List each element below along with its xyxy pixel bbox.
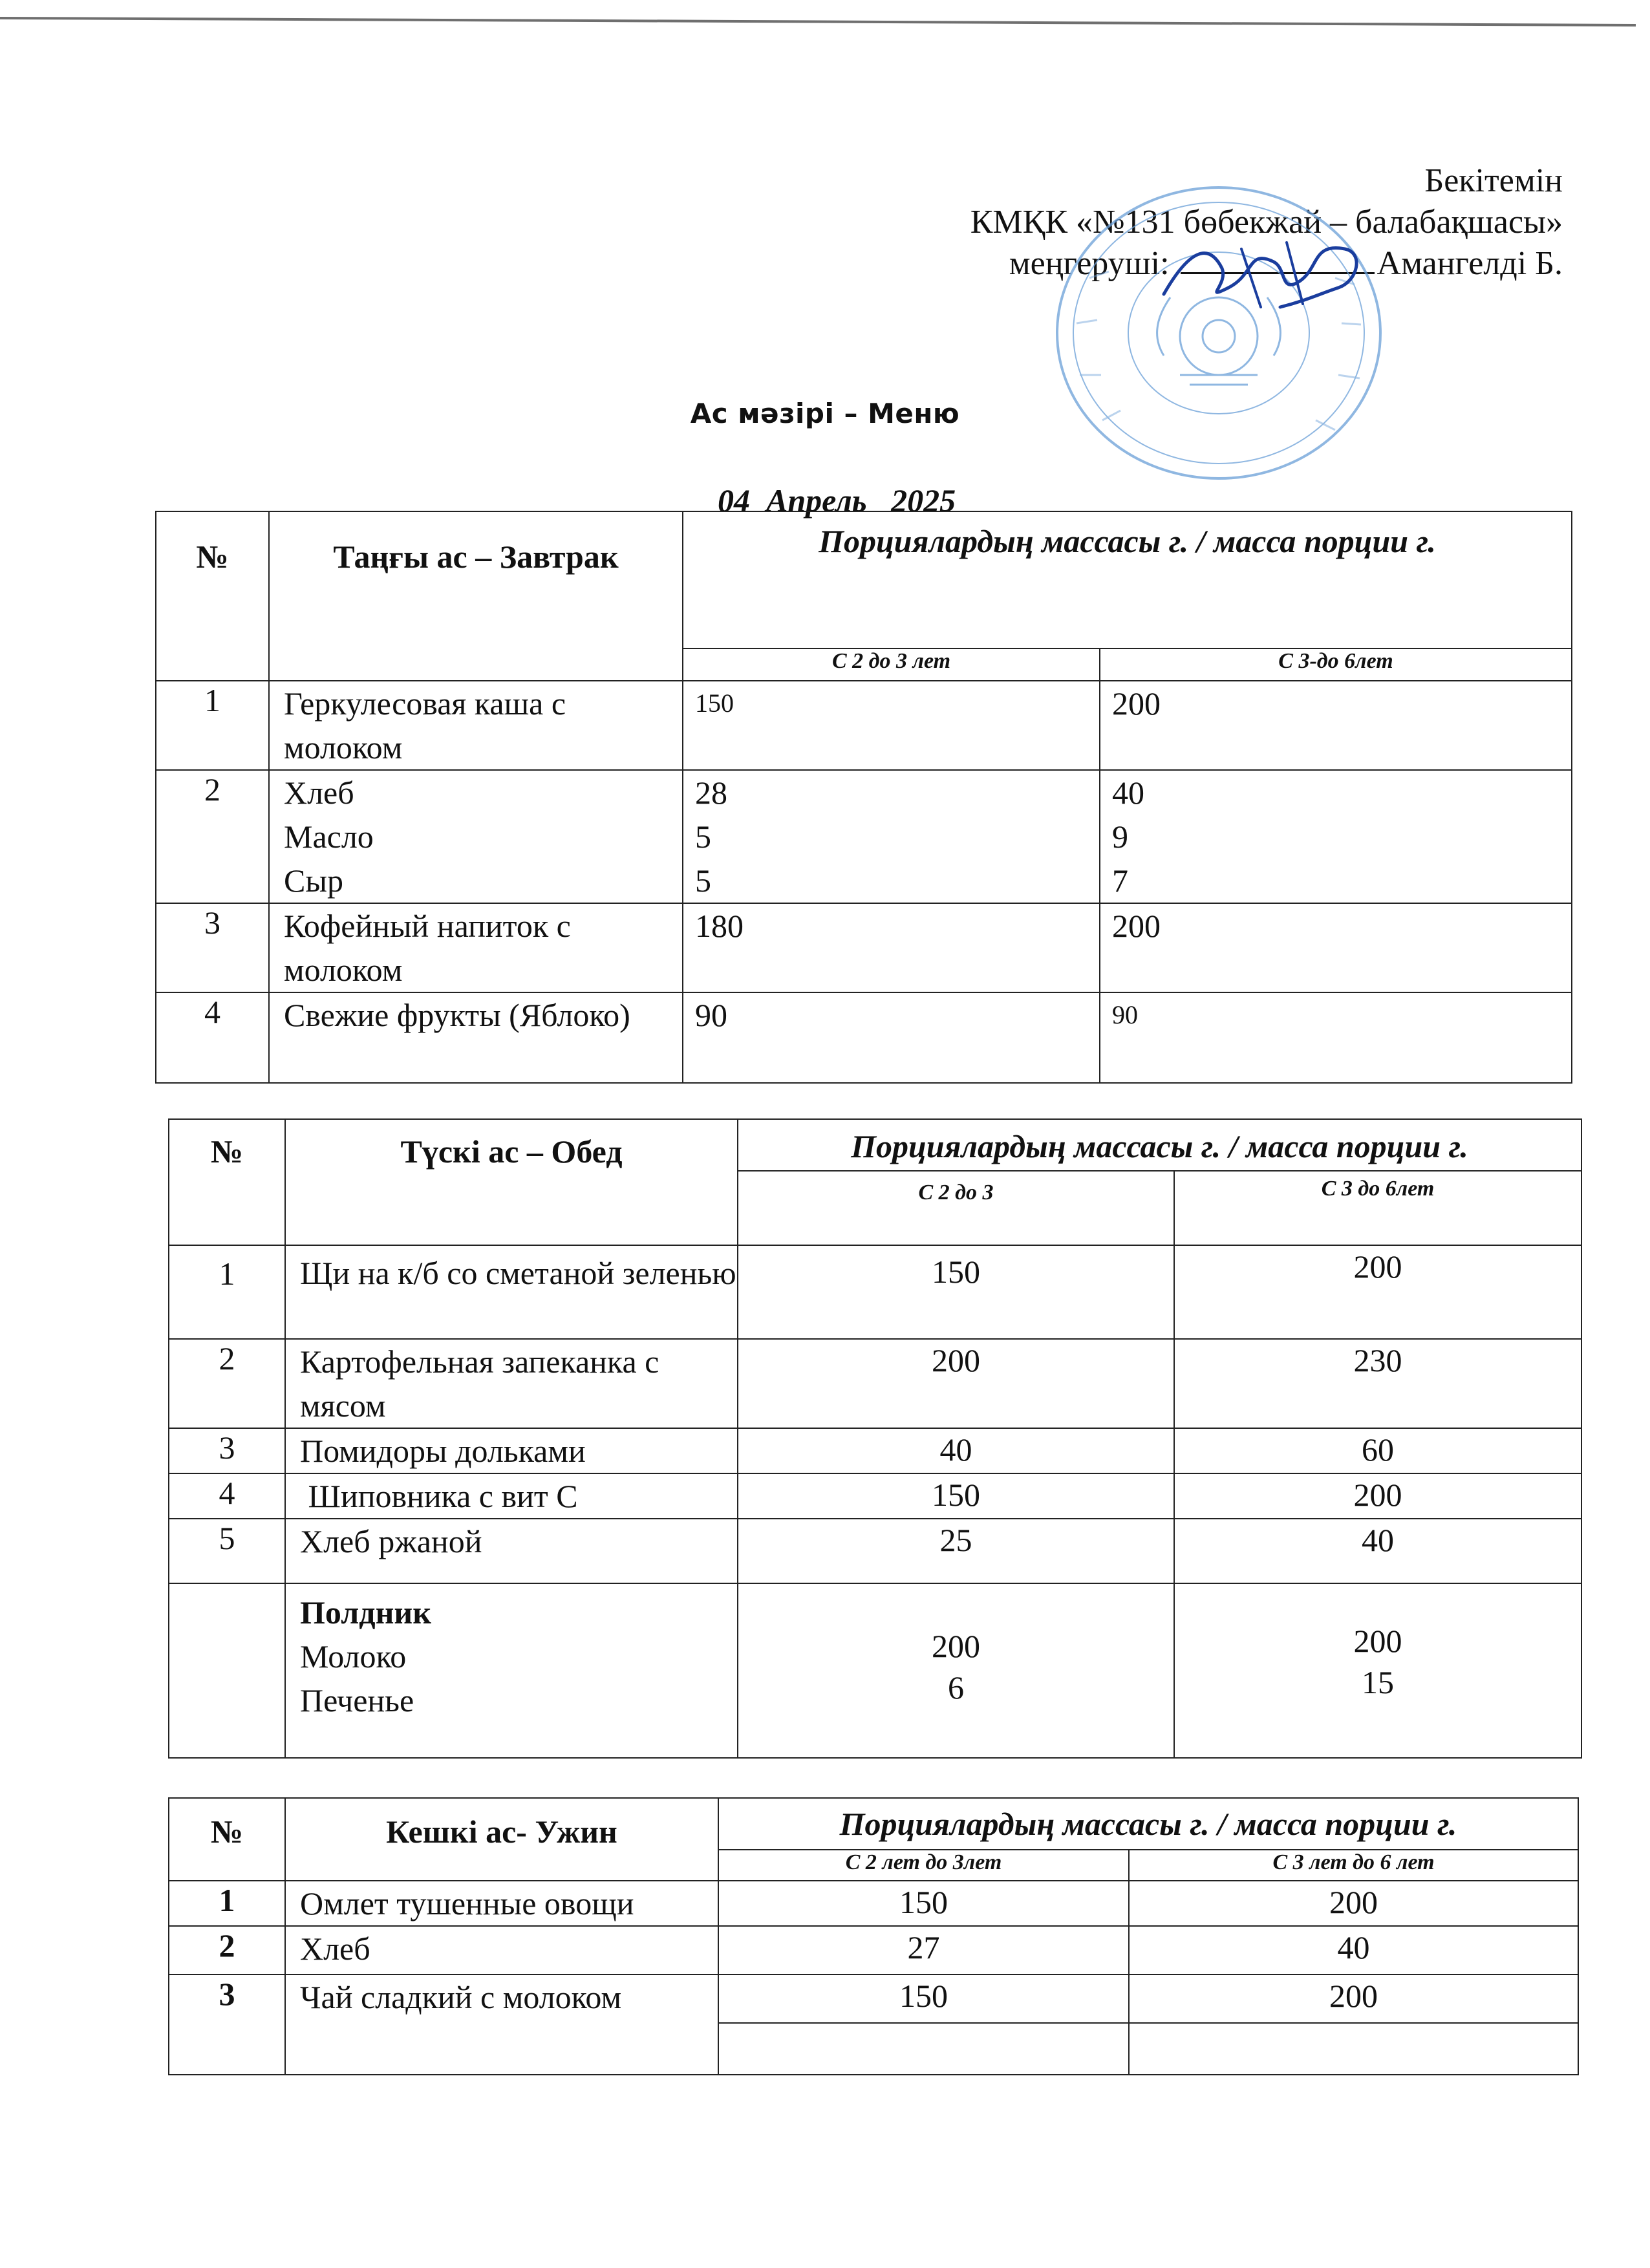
lunch-table	[168, 1118, 1582, 1759]
table-row	[169, 1926, 1578, 1974]
scan-edge-line	[0, 17, 1636, 27]
row-number: 1	[169, 1245, 285, 1339]
snack-title: Полдник	[300, 1594, 432, 1631]
portion-3-6	[1174, 1583, 1581, 1758]
portion-3-6: 230	[1174, 1339, 1581, 1428]
portion-2-3: 150	[683, 681, 1100, 770]
table-row	[169, 1473, 1581, 1519]
table-row	[156, 681, 1572, 770]
breakfast-table	[155, 511, 1572, 1084]
dish-name: Хлеб ржаной	[285, 1519, 738, 1583]
meal-title: Кешкі ас- Ужин	[285, 1798, 718, 1881]
table-row	[169, 1881, 1578, 1926]
dish-name: Печенье	[300, 1682, 414, 1718]
table-row	[156, 992, 1572, 1083]
dish-name: Геркулесовая каша с молоком	[269, 681, 683, 770]
portion-2-3: 150	[718, 1974, 1129, 2023]
table-row	[169, 1339, 1581, 1428]
dish-name: Шиповника с вит С	[285, 1473, 738, 1519]
row-number: 3	[169, 1428, 285, 1473]
table-row	[156, 770, 1572, 903]
table-row	[156, 903, 1572, 992]
meal-title: Таңғы ас – Завтрак	[269, 511, 683, 681]
number-header: №	[156, 511, 269, 681]
head-name: Амангелді Б.	[1377, 245, 1563, 282]
portion-value: 200	[932, 1628, 980, 1664]
portion-3-6: 60	[1174, 1428, 1581, 1473]
dish-name: Чай сладкий с молоком	[285, 1974, 718, 2075]
portion-3-6: 200	[1100, 681, 1572, 770]
portion-value: 28	[695, 775, 727, 811]
age-group-2: С 3 до 6лет	[1174, 1171, 1581, 1245]
portion-value: 7	[1112, 862, 1128, 899]
portion-3-6: 40	[1174, 1519, 1581, 1583]
mass-header: Порциялардың массасы г. / масса порции г.	[683, 511, 1572, 648]
portion-2-3: 150	[738, 1245, 1174, 1339]
table-row	[169, 1519, 1581, 1583]
page-title: Ас мәзірі – Меню	[690, 398, 960, 429]
snack-row	[169, 1583, 1581, 1758]
dish-name: Сыр	[284, 862, 343, 899]
table-row	[169, 1974, 1578, 2023]
row-number: 1	[169, 1881, 285, 1926]
menu-date: 04 Апрель 2025	[718, 482, 956, 519]
portion-3-6: 200	[1129, 1881, 1578, 1926]
signature-icon	[1151, 223, 1384, 326]
snack-list	[285, 1583, 738, 1758]
age-group-1: С 2 до 3	[738, 1171, 1174, 1245]
approval-line-1: Бекітемін	[1424, 162, 1563, 199]
portion-3-6: 200	[1174, 1473, 1581, 1519]
number-header: №	[169, 1798, 285, 1881]
row-number: 1	[156, 681, 269, 770]
table-row	[169, 1428, 1581, 1473]
dish-name: Хлеб	[284, 775, 354, 811]
table-header-row	[156, 511, 1572, 648]
mass-header: Порциялардың массасы г. / масса порции г.	[738, 1119, 1581, 1171]
portion-3-6	[1100, 770, 1572, 903]
row-number: 3	[156, 903, 269, 992]
portion-value: 6	[948, 1669, 964, 1706]
dish-name: Щи на к/б со сметаной зеленью	[285, 1245, 738, 1339]
dish-name: Кофейный напиток с молоком	[269, 903, 683, 992]
dinner-table	[168, 1797, 1579, 2075]
portion-2-3: 150	[718, 1881, 1129, 1926]
portion-3-6: 200	[1100, 903, 1572, 992]
age-group-1: С 2 до 3 лет	[683, 648, 1100, 681]
portion-value: 200	[1353, 1623, 1402, 1659]
row-number: 3	[169, 1974, 285, 2075]
mass-header: Порциялардың массасы г. / масса порции г.	[718, 1798, 1578, 1850]
age-group-2: С 3 лет до 6 лет	[1129, 1850, 1578, 1881]
portion-2-3: 27	[718, 1926, 1129, 1974]
portion-3-6: 200	[1174, 1245, 1581, 1339]
table-row	[169, 1245, 1581, 1339]
portion-value: 5	[695, 818, 711, 855]
dish-list	[269, 770, 683, 903]
dish-name: Картофельная запеканка с мясом	[285, 1339, 738, 1428]
dish-name: Масло	[284, 818, 374, 855]
dish-name: Помидоры дольками	[285, 1428, 738, 1473]
portion-3-6: 200	[1129, 1974, 1578, 2023]
portion-2-3: 25	[738, 1519, 1174, 1583]
empty-cell	[169, 1583, 285, 1758]
dish-name: Омлет тушенные овощи	[285, 1881, 718, 1926]
empty-cell	[1129, 2023, 1578, 2075]
row-number: 5	[169, 1519, 285, 1583]
portion-3-6: 40	[1129, 1926, 1578, 1974]
portion-2-3: 90	[683, 992, 1100, 1083]
approval-line-2: КМҚК «№131 бөбекжай – балабақшасы»	[970, 204, 1563, 241]
portion-value: 40	[1112, 775, 1144, 811]
portion-2-3	[738, 1583, 1174, 1758]
number-header: №	[169, 1119, 285, 1245]
dish-name: Хлеб	[285, 1926, 718, 1974]
portion-2-3: 180	[683, 903, 1100, 992]
portion-value: 5	[695, 862, 711, 899]
empty-cell	[718, 2023, 1129, 2075]
row-number: 2	[169, 1926, 285, 1974]
row-number: 2	[169, 1339, 285, 1428]
table-header-row	[169, 1119, 1581, 1171]
portion-2-3	[683, 770, 1100, 903]
dish-name: Свежие фрукты (Яблоко)	[269, 992, 683, 1083]
meal-title: Түскі ас – Обед	[285, 1119, 738, 1245]
row-number: 4	[156, 992, 269, 1083]
age-group-1: С 2 лет до 3лет	[718, 1850, 1129, 1881]
portion-2-3: 150	[738, 1473, 1174, 1519]
portion-value: 9	[1112, 818, 1128, 855]
portion-2-3: 200	[738, 1339, 1174, 1428]
row-number: 4	[169, 1473, 285, 1519]
table-header-row	[169, 1798, 1578, 1850]
portion-3-6: 90	[1100, 992, 1572, 1083]
row-number: 2	[156, 770, 269, 903]
head-label: меңгеруші:	[1009, 245, 1170, 282]
dish-name: Молоко	[300, 1638, 407, 1674]
portion-2-3: 40	[738, 1428, 1174, 1473]
age-group-2: С 3-до 6лет	[1100, 648, 1572, 681]
portion-value: 15	[1362, 1664, 1394, 1700]
